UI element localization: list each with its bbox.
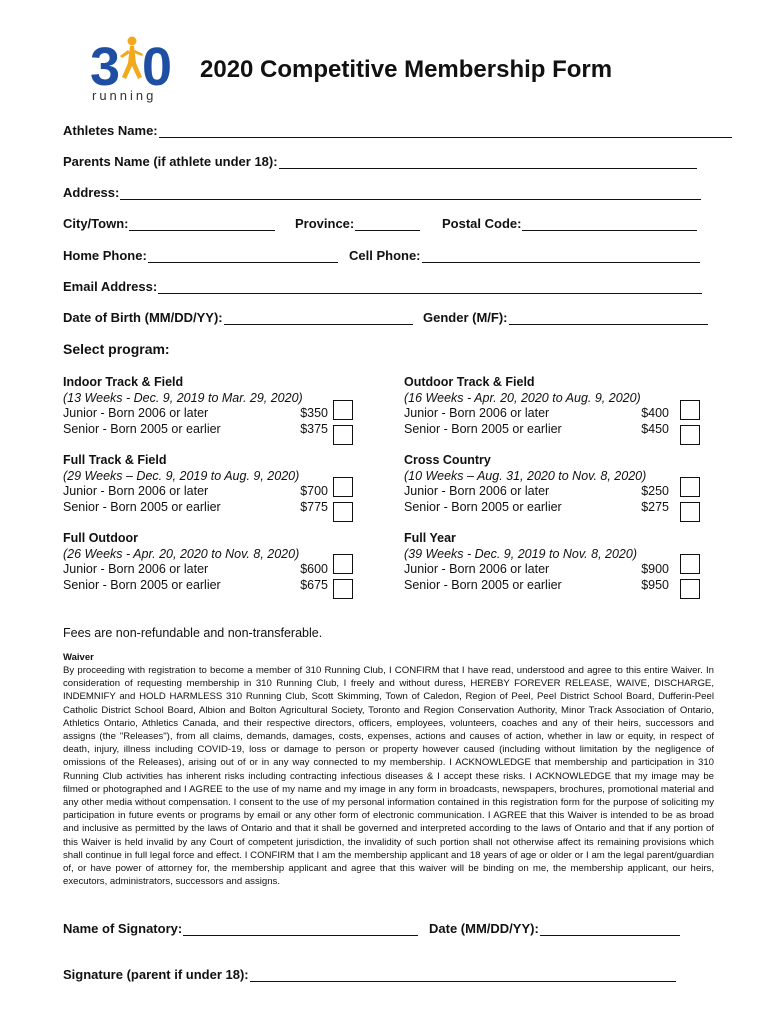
program-dates: (13 Weeks - Dec. 9, 2019 to Mar. 29, 2020) xyxy=(63,390,303,405)
page-title: 2020 Competitive Membership Form xyxy=(200,56,613,83)
program-full-outdoor xyxy=(63,531,328,593)
program-dates: (39 Weeks - Dec. 9, 2019 to Nov. 8, 2020) xyxy=(404,546,637,561)
program-name: Full Year xyxy=(404,531,456,545)
checkbox-cross-country-junior[interactable] xyxy=(680,477,700,497)
junior-label: Junior - Born 2006 or later xyxy=(404,484,550,499)
program-dates: (26 Weeks - Apr. 20, 2020 to Nov. 8, 2020) xyxy=(63,546,300,561)
senior-label: Senior - Born 2005 or earlier xyxy=(404,421,562,436)
senior-label: Senior - Born 2005 or earlier xyxy=(63,577,221,592)
senior-label: Senior - Born 2005 or earlier xyxy=(404,577,562,592)
signatory-name-field[interactable] xyxy=(63,921,418,936)
junior-label: Junior - Born 2006 or later xyxy=(404,562,550,577)
signatory-name-line[interactable] xyxy=(183,922,418,936)
athletes-name-field[interactable] xyxy=(63,123,732,138)
junior-label: Junior - Born 2006 or later xyxy=(404,406,550,421)
signature-date-field[interactable] xyxy=(429,921,680,936)
junior-price: $400 xyxy=(641,406,669,421)
program-name: Full Track & Field xyxy=(63,453,167,467)
parents-name-field[interactable] xyxy=(63,154,697,169)
gender-field[interactable] xyxy=(423,310,708,325)
checkbox-full-year-senior[interactable] xyxy=(680,579,700,599)
email-label: Email Address: xyxy=(63,279,158,294)
home-phone-label: Home Phone: xyxy=(63,248,147,263)
waiver-text: By proceeding with registration to become a member of 310 Running Club, I CONFIRM that I have read, understood and agree to this entire Waiver. In consideration of requesting membership in 310 Running Club, I freely and without duress, HEREBY FOREVER RELEASE, WAIVE, DISCHARGE, INDEMNIFY and HOLD HARMLESS 310 Running Club, Scott Skimming, Town of Caledon, Region of Peel, Peel District School Board, Dufferin-Peel Catholic District School Board, Albion and Bolton Agricultural Society, Toronto and Region Conservation Authority, Minor Track Association of Ontario, Athletics Ontario, Athletics Canada, and their respective directors, officers, employees, volunteers, coaches and any of their heirs, successors and assigns (the "Releases"), from all claims, demands, damages, costs, expenses, actions and causes of action, whether in law or equity, in respect of death, injury, illness including COVID-19, loss or damage to person or property however caused (including without limitation by the negligence of omissions of the Releases), arising out of or in any way connected to my membership. I ACKNOWLEDGE that membership and participation in 310 Running Club activities has inherent risks including contracting infectious diseases & I accept these risks. I ACKNOWLEDGE that my image may be filmed or photographed and I AGREE to the use of my name and my image in any form in broadcasts, newspapers, brochures, promotional material and any other media without compensation. I consent to the use of my personal information contained in this registration form for the purpose of soliciting my participation in future events or programs by email or any other form of electronic communication. I AGREE that this Waiver is intended to be as broad and inclusive as permitted by the laws of Ontario and that it shall be governed and interpreted according to the laws of Ontario and that if any portion of this Waiver is held invalid by any Court of competent jurisdiction, the invalidity of such portion shall not otherwise affect its remaining provisions which shall continue in full legal force and effect. I CONFIRM that I am the membership applicant and 18 years of age or older or I am the legal parent/guardian of, or have power of attorney for, the membership applicant and agree that this waiver will be binding on me, the membership applicant, our heirs, executors, administrators, successors and assigns. xyxy=(63,665,714,888)
junior-label: Junior - Born 2006 or later xyxy=(63,562,209,577)
fees-note: Fees are non-refundable and non-transferable. xyxy=(63,626,323,640)
program-dates: (29 Weeks – Dec. 9, 2019 to Aug. 9, 2020) xyxy=(63,468,300,483)
postal-code-label: Postal Code: xyxy=(442,216,522,231)
svg-text:3: 3 xyxy=(90,37,117,93)
cell-phone-field[interactable] xyxy=(349,248,700,263)
cell-phone-label: Cell Phone: xyxy=(349,248,421,263)
address-label: Address: xyxy=(63,185,120,200)
gender-label: Gender (M/F): xyxy=(423,310,508,325)
club-logo xyxy=(90,33,182,103)
signature-field[interactable] xyxy=(63,967,676,982)
senior-label: Senior - Born 2005 or earlier xyxy=(63,421,221,436)
junior-price: $350 xyxy=(300,406,328,421)
city-line[interactable] xyxy=(129,217,275,231)
city-label: City/Town: xyxy=(63,216,129,231)
home-phone-field[interactable] xyxy=(63,248,338,263)
address-field[interactable] xyxy=(63,185,701,200)
gender-line[interactable] xyxy=(509,311,708,325)
checkbox-full-track-senior[interactable] xyxy=(333,502,353,522)
program-name: Cross Country xyxy=(404,453,491,467)
dob-field[interactable] xyxy=(63,310,413,325)
program-name: Indoor Track & Field xyxy=(63,375,184,389)
parents-name-label: Parents Name (if athlete under 18): xyxy=(63,154,278,169)
junior-price: $600 xyxy=(300,562,328,577)
program-indoor-track xyxy=(63,375,328,437)
parents-name-line[interactable] xyxy=(279,155,697,169)
email-line[interactable] xyxy=(158,280,702,294)
checkbox-full-outdoor-junior[interactable] xyxy=(333,554,353,574)
email-field[interactable] xyxy=(63,279,702,294)
senior-price: $775 xyxy=(300,499,328,514)
program-full-track xyxy=(63,453,328,515)
postal-code-line[interactable] xyxy=(522,217,697,231)
svg-text:0: 0 xyxy=(142,37,173,93)
dob-line[interactable] xyxy=(224,311,413,325)
checkbox-full-outdoor-senior[interactable] xyxy=(333,579,353,599)
senior-price: $375 xyxy=(300,421,328,436)
junior-price: $700 xyxy=(300,484,328,499)
logo-310-graphic xyxy=(90,33,182,93)
senior-price: $950 xyxy=(641,577,669,592)
junior-price: $250 xyxy=(641,484,669,499)
athletes-name-line[interactable] xyxy=(159,124,732,138)
senior-price: $450 xyxy=(641,421,669,436)
logo-running-text: running xyxy=(92,88,157,103)
checkbox-outdoor-senior[interactable] xyxy=(680,425,700,445)
checkbox-cross-country-senior[interactable] xyxy=(680,502,700,522)
checkbox-outdoor-junior[interactable] xyxy=(680,400,700,420)
program-dates: (16 Weeks - Apr. 20, 2020 to Aug. 9, 2020) xyxy=(404,390,641,405)
program-outdoor-track xyxy=(404,375,669,437)
checkbox-full-year-junior[interactable] xyxy=(680,554,700,574)
signatory-name-label: Name of Signatory: xyxy=(63,921,183,936)
junior-price: $900 xyxy=(641,562,669,577)
junior-label: Junior - Born 2006 or later xyxy=(63,484,209,499)
waiver-heading: Waiver xyxy=(63,652,94,663)
junior-label: Junior - Born 2006 or later xyxy=(63,406,209,421)
city-field[interactable] xyxy=(63,216,275,231)
postal-code-field[interactable] xyxy=(442,216,697,231)
select-program-heading: Select program: xyxy=(63,341,170,357)
signature-line[interactable] xyxy=(250,968,676,982)
senior-price: $275 xyxy=(641,499,669,514)
signature-date-label: Date (MM/DD/YY): xyxy=(429,921,539,936)
province-field[interactable] xyxy=(295,216,420,231)
program-name: Outdoor Track & Field xyxy=(404,375,535,389)
checkbox-full-track-junior[interactable] xyxy=(333,477,353,497)
senior-label: Senior - Born 2005 or earlier xyxy=(404,499,562,514)
program-full-year xyxy=(404,531,669,593)
province-label: Province: xyxy=(295,216,355,231)
checkbox-indoor-junior[interactable] xyxy=(333,400,353,420)
dob-label: Date of Birth (MM/DD/YY): xyxy=(63,310,223,325)
senior-price: $675 xyxy=(300,577,328,592)
program-name: Full Outdoor xyxy=(63,531,138,545)
signature-date-line[interactable] xyxy=(540,922,680,936)
signature-label: Signature (parent if under 18): xyxy=(63,967,249,982)
senior-label: Senior - Born 2005 or earlier xyxy=(63,499,221,514)
cell-phone-line[interactable] xyxy=(422,249,700,263)
province-line[interactable] xyxy=(355,217,420,231)
home-phone-line[interactable] xyxy=(148,249,338,263)
address-line[interactable] xyxy=(120,186,701,200)
program-dates: (10 Weeks – Aug. 31, 2020 to Nov. 8, 2020) xyxy=(404,468,647,483)
athletes-name-label: Athletes Name: xyxy=(63,123,158,138)
program-cross-country xyxy=(404,453,669,515)
checkbox-indoor-senior[interactable] xyxy=(333,425,353,445)
